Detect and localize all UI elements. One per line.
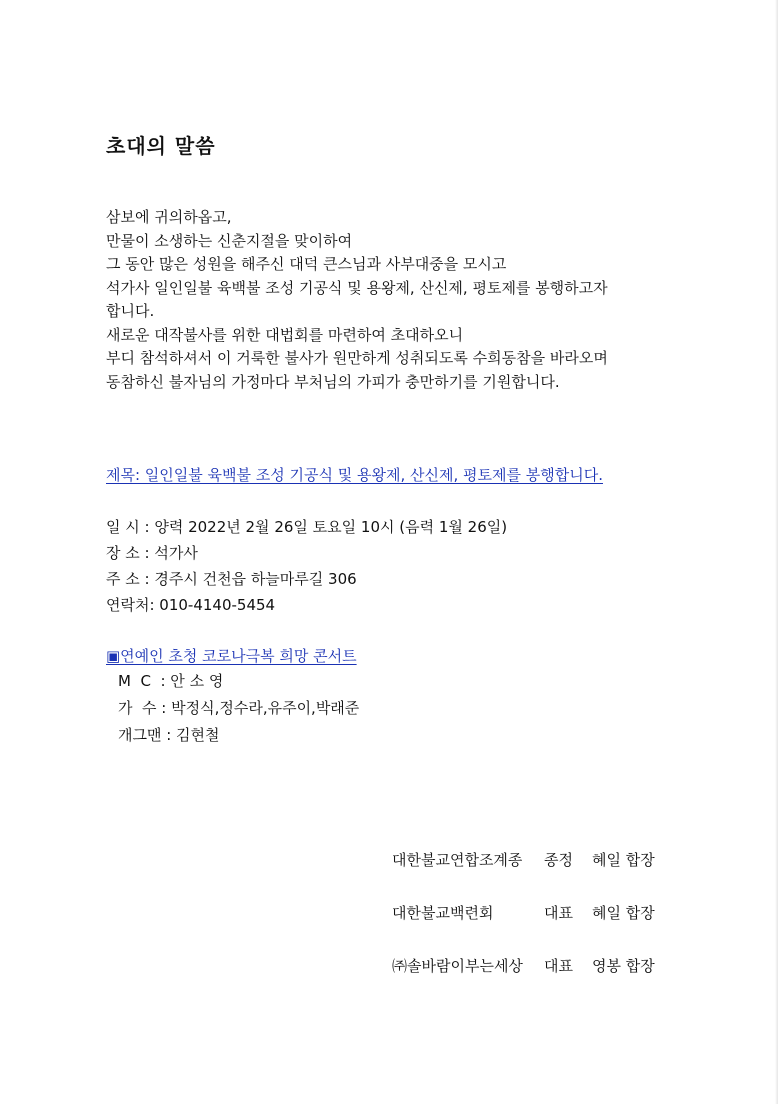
signature-org: ㈜솔바람이부는세상 <box>392 957 523 975</box>
event-place: 장 소 : 석가사 <box>106 544 198 562</box>
event-date: 일 시 : 양력 2022년 2월 26일 토요일 10시 (음력 1월 26일) <box>106 518 508 536</box>
event-contact: 연락처: 010-4140-5454 <box>106 596 276 614</box>
signature-line <box>392 847 655 900</box>
signature-name: 혜일 합장 <box>592 904 655 922</box>
concert-lineup <box>118 668 359 749</box>
invitation-body <box>106 206 608 394</box>
signature-org: 대한불교연합조계종 <box>392 851 523 869</box>
body-line: 새로운 대작불사를 위한 대법회를 마련하여 초대하오니 <box>106 325 464 344</box>
signature-line <box>392 953 655 1006</box>
concert-mc: M C : 안 소 영 <box>118 672 224 690</box>
body-line: 삼보에 귀의하옵고, <box>106 208 232 226</box>
signature-name: 혜일 합장 <box>592 851 655 869</box>
event-details <box>106 514 507 618</box>
signature-name: 영봉 합장 <box>592 957 655 975</box>
concert-singers: 가 수 : 박정식,정수라,유주이,박래준 <box>118 699 360 717</box>
body-line: 그 동안 많은 성원을 해주신 대덕 큰스님과 사부대중을 모시고 <box>106 255 507 273</box>
signature-block <box>392 847 655 1006</box>
event-address: 주 소 : 경주시 건천읍 하늘마루길 306 <box>106 570 357 588</box>
signature-line <box>392 900 655 953</box>
body-line: 부디 참석하셔서 이 거룩한 불사가 원만하게 성취되도록 수희동참을 바라오며 <box>106 349 608 367</box>
signature-org: 대한불교백련회 <box>392 904 494 922</box>
signature-role: 종정 <box>544 851 573 869</box>
concert-comedian: 개그맨 : 김현철 <box>118 726 220 744</box>
body-line: 합니다. <box>106 302 155 320</box>
signature-role: 대표 <box>544 957 573 975</box>
concert-title: ▣연예인 초청 코로나극복 희망 콘서트 <box>106 647 357 665</box>
event-subject: 제목: 일인일불 육백불 조성 기공식 및 용왕제, 산신제, 평토제를 봉행합니다. <box>106 466 603 484</box>
body-line: 동참하신 불자님의 가정마다 부처님의 가피가 충만하기를 기원합니다. <box>106 372 560 391</box>
body-line: 만물이 소생하는 신춘지절을 맞이하여 <box>106 231 353 250</box>
signature-role: 대표 <box>544 904 573 922</box>
invitation-title: 초대의 말씀 <box>106 134 216 158</box>
body-line: 석가사 일인일불 육백불 조성 기공식 및 용왕제, 산신제, 평토제를 봉행하고자 <box>106 278 608 297</box>
